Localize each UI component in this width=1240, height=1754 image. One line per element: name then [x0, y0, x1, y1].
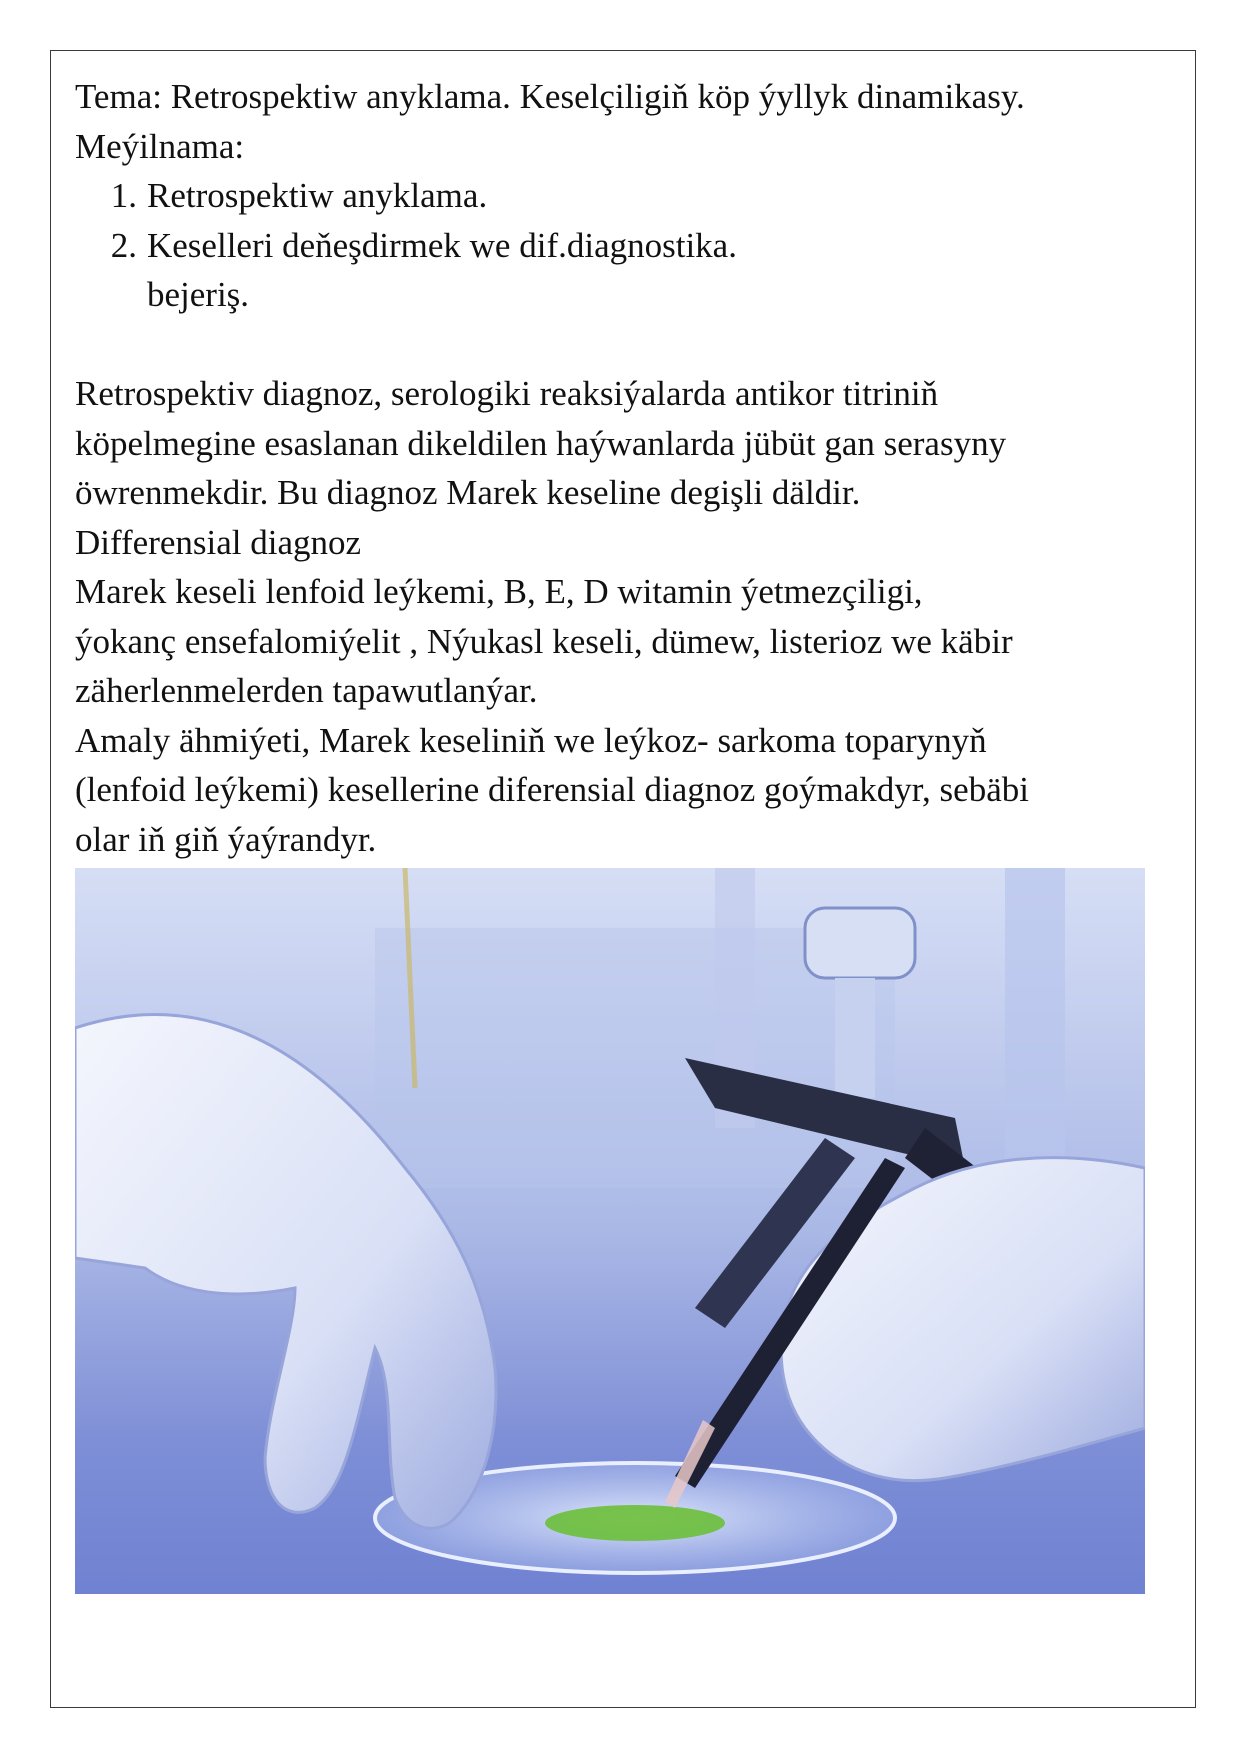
plan-item: [75, 171, 1155, 221]
plan-heading: Meýilnama:: [75, 126, 245, 166]
paragraph-line: Amaly ähmiýeti, Marek keseliniň we leýkoz- sarkoma toparynyň: [75, 720, 987, 760]
paragraph-line: Retrospektiv diagnoz, serologiki reaksiýalarda antikor titriniň: [75, 374, 939, 413]
sample-culture: [545, 1505, 725, 1541]
document-title: Tema: Retrospektiw anyklama. Keselçiligiň köp ýyllyk dinamikasy.: [75, 77, 1025, 116]
lab-photo-illustration: [75, 868, 1145, 1594]
plan-item-text: Retrospektiw anyklama.: [147, 176, 488, 215]
plan-item-number: 2.: [110, 225, 137, 265]
paragraph-line: ýokanç ensefalomiýelit , Nýukasl keseli, dümew, listerioz we käbir: [75, 621, 1013, 661]
document-body: [75, 72, 1155, 864]
plan-continuation: bejeriş.: [147, 275, 250, 314]
plan-item-number: 1.: [110, 176, 137, 215]
section-heading: Differensial diagnoz: [75, 522, 362, 562]
paragraph-line: köpelmegine esaslanan dikeldilen haýwanlarda jübüt gan serasyny: [75, 423, 1007, 463]
plan-list: [75, 171, 1155, 270]
spacer: [75, 320, 1155, 370]
paragraph-line: olar iň giň ýaýrandyr.: [75, 819, 377, 859]
plan-item-text: Keselleri deňeşdirmek we dif.diagnostika.: [147, 225, 737, 265]
plan-item: [75, 221, 1155, 271]
paragraph-line: Marek keseli lenfoid leýkemi, B, E, D witamin ýetmezçiligi,: [75, 572, 923, 611]
paragraph-line: zäherlenmelerden tapawutlanýar.: [75, 671, 538, 710]
lab-photo: [75, 868, 1145, 1594]
paragraph-line: öwrenmekdir. Bu diagnoz Marek keseline degişli däldir.: [75, 473, 861, 512]
paragraph-line: (lenfoid leýkemi) kesellerine diferensial diagnoz goýmakdyr, sebäbi: [75, 770, 1029, 809]
